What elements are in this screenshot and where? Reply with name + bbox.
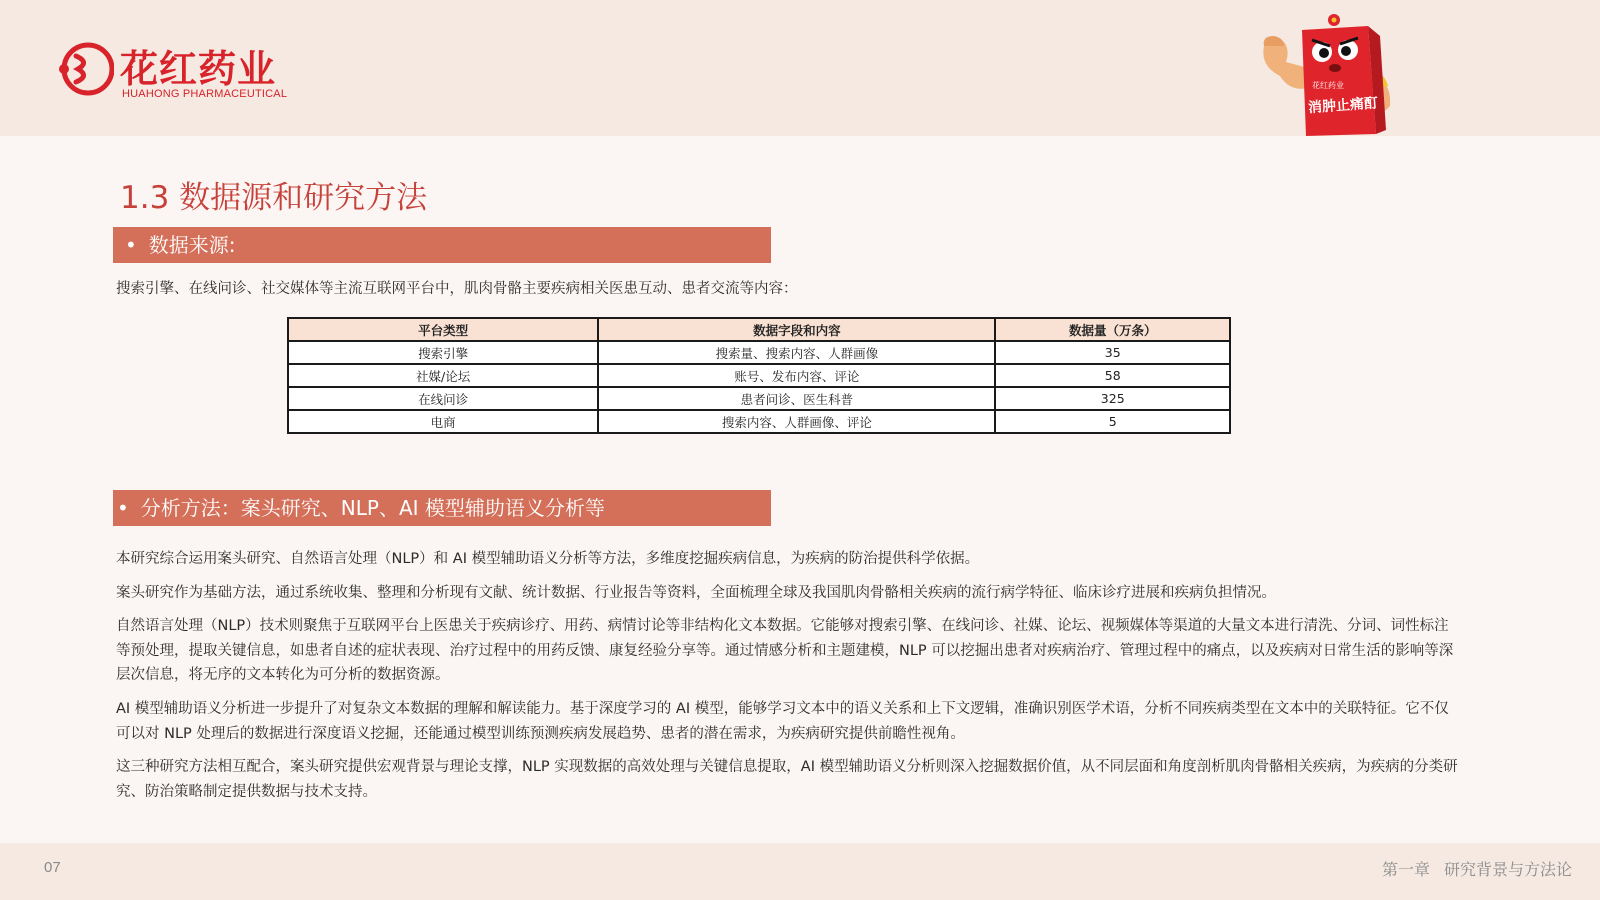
section-heading-data-source: [113, 227, 771, 263]
bullet-icon: •: [117, 496, 129, 520]
section-heading-text: 分析方法：案头研究、NLP、AI 模型辅助语义分析等: [140, 496, 605, 520]
table-cell: 账号、发布内容、评论: [598, 364, 995, 387]
table-cell: 搜索量、搜索内容、人群画像: [598, 341, 995, 364]
data-source-table: [287, 317, 1231, 434]
data-source-intro: 搜索引擎、在线问诊、社交媒体等主流互联网平台中，肌肉骨骼主要疾病相关医患互动、患者交流等内容：: [116, 281, 798, 297]
chapter-number: 第一章: [1381, 860, 1430, 879]
table-cell: 电商: [288, 410, 598, 433]
mascot-brand-label: 花红药业: [1312, 81, 1344, 90]
method-paragraph: AI 模型辅助语义分析进一步提升了对复杂文本数据的理解和解读能力。基于深度学习的 AI 模型，能够学习文本中的语义关系和上下文逻辑，准确识别医学术语，分析不同疾病类型在文本中的关联特征。它不仅可以对 NLP 处理后的数据进行深度语义挖掘，还能通过模型训练预测疾病发展趋势、患者的潜在需求，为疾病研究提供前瞻性视角。: [116, 701, 1449, 742]
table-cell: 搜索引擎: [288, 341, 598, 364]
page-footer: [0, 843, 1600, 900]
page-header: [0, 0, 1600, 136]
table-cell: 35: [995, 341, 1230, 364]
table-cell: 社媒/论坛: [288, 364, 598, 387]
table-header-cell: 数据字段和内容: [598, 318, 995, 341]
brand-name-cn: 花红药业: [120, 47, 277, 91]
table-cell: 搜索内容、人群画像、评论: [598, 410, 995, 433]
brand-mark-icon: [56, 40, 114, 98]
table-cell: 在线问诊: [288, 387, 598, 410]
table-header-cell: 平台类型: [288, 318, 598, 341]
method-paragraph: 本研究综合运用案头研究、自然语言处理（NLP）和 AI 模型辅助语义分析等方法，多维度挖掘疾病信息，为疾病的防治提供科学依据。: [116, 551, 980, 567]
table-header-cell: 数据量（万条）: [995, 318, 1230, 341]
table-cell: 患者问诊、医生科普: [598, 387, 995, 410]
mascot-box-text: 消肿止痛酊: [1307, 95, 1379, 117]
mascot-illustration: [1250, 6, 1410, 136]
table-header-row: [288, 318, 1230, 341]
table-row: [288, 364, 1230, 387]
table-cell: 58: [995, 364, 1230, 387]
page-number: 07: [44, 859, 61, 876]
section-heading-text: 数据来源:: [148, 233, 236, 257]
brand-logo: [56, 38, 296, 104]
bullet-icon: •: [125, 233, 137, 257]
chapter-title: 研究背景与方法论: [1443, 860, 1572, 879]
method-paragraph: 这三种研究方法相互配合，案头研究提供宏观背景与理论支撑，NLP 实现数据的高效处理与关键信息提取，AI 模型辅助语义分析则深入挖掘数据价值，从不同层面和角度剖析肌肉骨骼相关疾病，为疾病的分类研究、防治策略制定提供数据与技术支持。: [116, 759, 1458, 800]
table-row: [288, 410, 1230, 433]
table-row: [288, 387, 1230, 410]
section-heading-analysis-method: [113, 490, 771, 526]
method-paragraph: 案头研究作为基础方法，通过系统收集、整理和分析现有文献、统计数据、行业报告等资料，全面梳理全球及我国肌肉骨骼相关疾病的流行病学特征、临床诊疗进展和疾病负担情况。: [116, 585, 1276, 601]
table-cell: 325: [995, 387, 1230, 410]
chapter-label: [1382, 857, 1572, 880]
method-paragraph: 自然语言处理（NLP）技术则聚焦于互联网平台上医患关于疾病诊疗、用药、病情讨论等非结构化文本数据。它能够对搜索引擎、在线问诊、社媒、论坛、视频媒体等渠道的大量文本进行清洗、分词、词性标注等预处理，提取关键信息，如患者自述的症状表现、治疗过程中的用药反馈、康复经验分享等。通过情感分析和主题建模，NLP 可以挖掘出患者对疾病治疗、管理过程中的痛点，以及疾病对日常生活的影响等深层次信息，将无序的文本转化为可分析的数据资源。: [116, 618, 1454, 683]
page-title: 1.3 数据源和研究方法: [120, 180, 428, 216]
brand-name-en: HUAHONG PHARMACEUTICAL: [122, 88, 288, 100]
table-row: [288, 341, 1230, 364]
table-cell: 5: [995, 410, 1230, 433]
